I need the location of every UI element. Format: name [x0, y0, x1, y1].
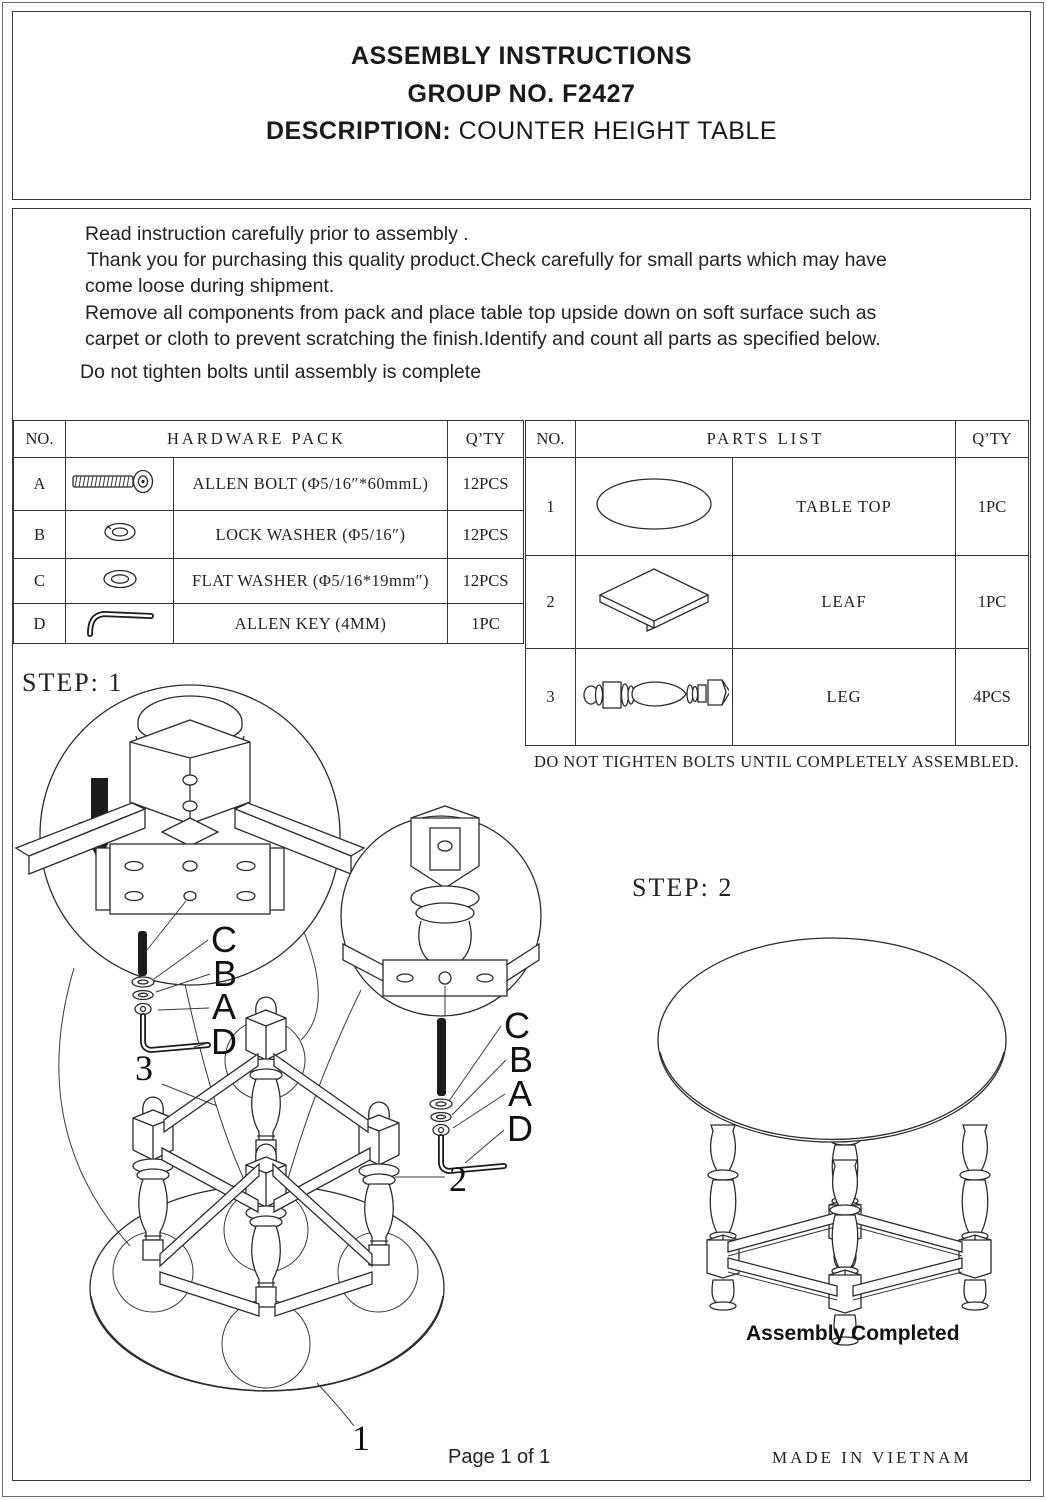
hardware-col-name: HARDWARE PACK: [66, 421, 448, 458]
parts-row-3-no: 3: [526, 649, 576, 746]
hardware-row-c-qty: 12PCS: [448, 559, 524, 604]
parts-header-row: [526, 421, 1029, 458]
callout-a: A: [212, 986, 237, 1027]
callout-d: D: [211, 1021, 237, 1062]
leg-drawing: [246, 1144, 286, 1307]
step2-label: STEP: 2: [632, 873, 734, 902]
detail-circle-leg-plate: [16, 685, 364, 985]
parts-row-3-qty: 4PCS: [956, 649, 1029, 746]
callout-a: A: [508, 1073, 533, 1114]
callout-leaf: 2: [449, 1159, 467, 1199]
bolt-head-icon: [433, 1125, 449, 1136]
flat-washer-icon: [430, 1099, 452, 1109]
instruction-line-3: come loose during shipment.: [85, 275, 335, 297]
assembly-completed-label: Assembly Completed: [746, 1322, 960, 1345]
page-number: Page 1 of 1: [448, 1446, 551, 1468]
table-row: [14, 559, 524, 604]
hardware-row-d-qty: 1PC: [448, 604, 524, 644]
hardware-row-d-desc: ALLEN KEY (4MM): [174, 604, 448, 644]
leg-drawing: [707, 1125, 739, 1310]
parts-col-qty: Q’TY: [956, 421, 1029, 458]
leg-drawing: [829, 1160, 861, 1345]
instruction-line-2: Thank you for purchasing this quality product.Check carefully for small parts which may have: [87, 249, 887, 271]
hardware-header-row: [14, 421, 524, 458]
group-number: GROUP NO. F2427: [407, 80, 636, 108]
parts-row-2-no: 2: [526, 556, 576, 649]
hardware-row-c-desc: FLAT WASHER (Φ5/16*19mm″): [174, 559, 448, 604]
callout-c: C: [504, 1005, 530, 1046]
parts-col-no: NO.: [526, 421, 576, 458]
table-row: [14, 458, 524, 511]
instruction-line-1: Read instruction carefully prior to assembly .: [85, 223, 469, 245]
hardware-row-d-no: D: [14, 604, 66, 644]
callout-table-top: 1: [352, 1418, 370, 1458]
description-value: COUNTER HEIGHT TABLE: [451, 117, 778, 145]
flat-washer-icon: [132, 977, 154, 987]
callout-b: B: [213, 953, 238, 994]
hardware-row-a-qty: 12PCS: [448, 458, 524, 511]
hardware-row-b-desc: LOCK WASHER (Φ5/16″): [174, 511, 448, 559]
hardware-row-c-no: C: [14, 559, 66, 604]
leg-drawing: [959, 1125, 991, 1310]
parts-row-3-desc: LEG: [733, 649, 956, 746]
allen-bolt-icon: [437, 1018, 446, 1096]
callout-d: D: [507, 1108, 533, 1149]
description-line: [12, 117, 1031, 146]
parts-row-2-qty: 1PC: [956, 556, 1029, 649]
table-row: [14, 604, 524, 644]
callout-leg: 3: [135, 1048, 153, 1088]
description-label: DESCRIPTION:: [265, 117, 452, 145]
callout-c: C: [211, 919, 237, 960]
doc-title: ASSEMBLY INSTRUCTIONS: [350, 42, 693, 70]
made-in-label: MADE IN VIETNAM: [772, 1448, 972, 1467]
table-top-drawing: [658, 938, 1006, 1142]
hardware-stack-2: [430, 1005, 533, 1171]
hardware-row-a-desc: ALLEN BOLT (Φ5/16″*60mmL): [174, 458, 448, 511]
step1-label: STEP: 1: [22, 668, 124, 697]
callout-b: B: [509, 1039, 534, 1080]
leg-drawing: [246, 997, 286, 1160]
table-row: [526, 556, 1029, 649]
hardware-col-no: NO.: [14, 421, 66, 458]
allen-key-icon: [81, 604, 159, 638]
lock-washer-icon: [133, 991, 153, 1000]
hardware-row-a-no: A: [14, 458, 66, 511]
table-row: [526, 458, 1029, 556]
instruction-line-5: carpet or cloth to prevent scratching the finish.Identify and count all parts as specified below.: [85, 328, 881, 350]
allen-bolt-icon: [138, 931, 147, 976]
lock-washer-icon: [90, 515, 150, 549]
step2-assembled-diagram: [620, 880, 1032, 1350]
leaf-icon: [591, 564, 717, 636]
parts-col-name: PARTS LIST: [576, 421, 956, 458]
hardware-pack-table: [13, 420, 524, 644]
hardware-row-b-qty: 12PCS: [448, 511, 524, 559]
parts-row-1-no: 1: [526, 458, 576, 556]
flat-washer-icon: [90, 563, 150, 595]
instruction-line-4: Remove all components from pack and place table top upside down on soft surface such as: [85, 302, 877, 324]
hardware-row-b-no: B: [14, 511, 66, 559]
parts-row-1-desc: TABLE TOP: [733, 458, 956, 556]
do-not-tighten-note: DO NOT TIGHTEN BOLTS UNTIL COMPLETELY ASSEMBLED.: [533, 752, 1020, 771]
table-row: [14, 511, 524, 559]
lock-washer-icon: [431, 1113, 451, 1122]
instruction-line-6: Do not tighten bolts until assembly is complete: [80, 361, 482, 383]
parts-row-2-desc: LEAF: [733, 556, 956, 649]
detail-circle-leg-mount: [341, 806, 541, 1016]
allen-bolt-icon: [68, 463, 172, 501]
hardware-col-qty: Q’TY: [448, 421, 524, 458]
step1-exploded-diagram: [12, 660, 662, 1480]
bolt-head-icon: [135, 1004, 151, 1015]
table-top-icon: [589, 473, 719, 535]
parts-row-1-qty: 1PC: [956, 458, 1029, 556]
